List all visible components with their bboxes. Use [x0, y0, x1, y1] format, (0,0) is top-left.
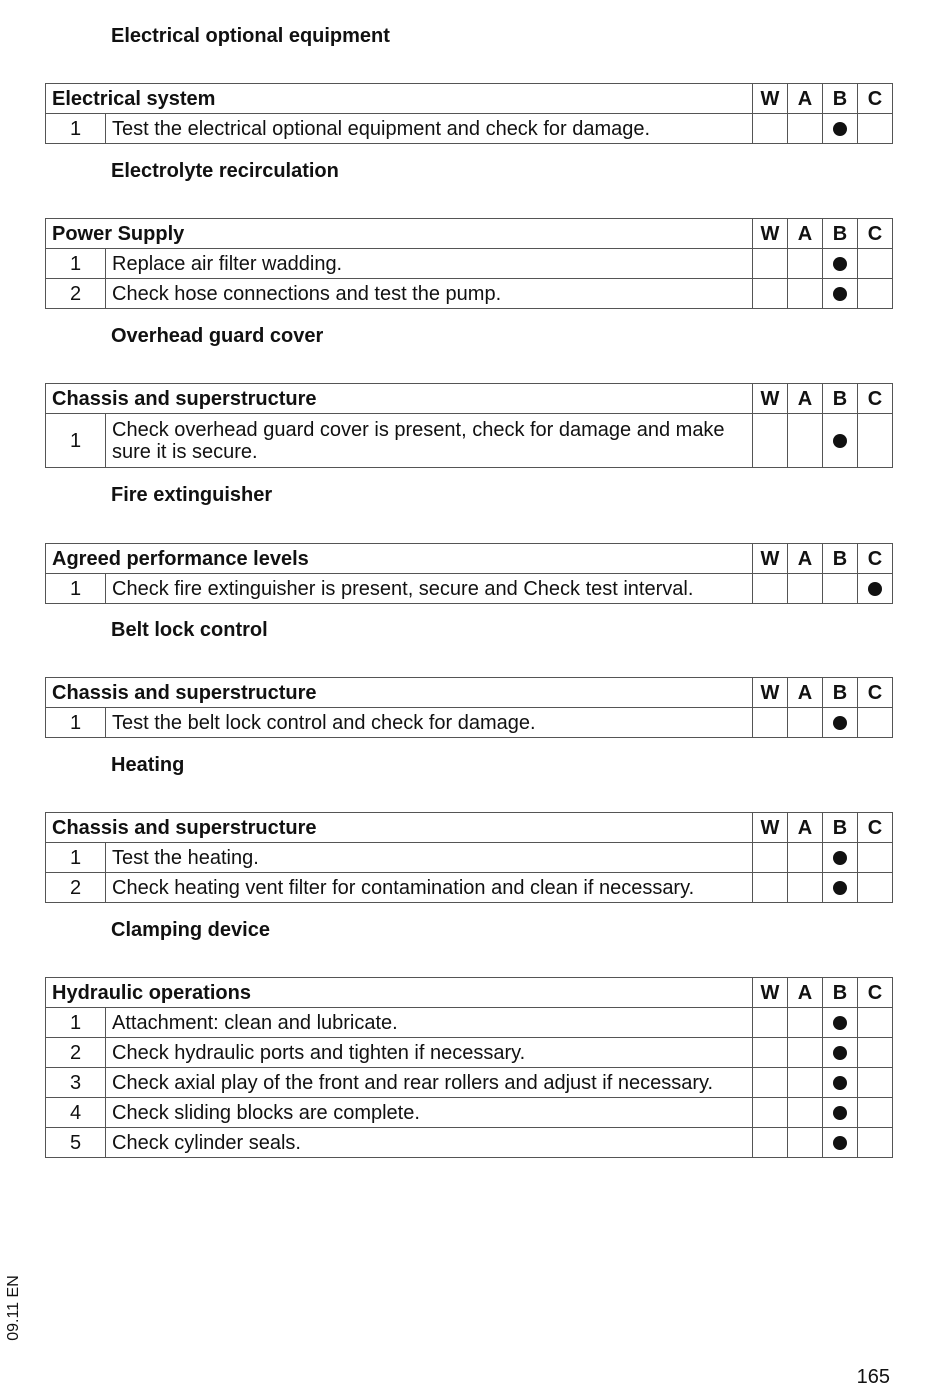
- table-row: [46, 414, 893, 468]
- interval-cell-c: [858, 279, 893, 309]
- table-header-row: [46, 978, 893, 1008]
- column-header-w: W: [753, 84, 788, 114]
- filled-dot-icon: [833, 122, 847, 136]
- interval-cell-b: [823, 114, 858, 144]
- table-row: [46, 843, 893, 873]
- table-row: [46, 574, 893, 604]
- interval-cell-a: [788, 279, 823, 309]
- table-header-row: [46, 813, 893, 843]
- interval-cell-c: [858, 708, 893, 738]
- table-row: [46, 1098, 893, 1128]
- maintenance-table: [45, 677, 893, 738]
- maintenance-table: [45, 812, 893, 903]
- interval-cell-b: [823, 279, 858, 309]
- interval-cell-w: [753, 1098, 788, 1128]
- task-description: Test the electrical optional equipment and check for damage.: [106, 114, 753, 144]
- row-number: 5: [46, 1128, 106, 1158]
- table-row: [46, 1008, 893, 1038]
- filled-dot-icon: [833, 1016, 847, 1030]
- row-number: 1: [46, 114, 106, 144]
- column-header-c: C: [858, 84, 893, 114]
- row-number: 2: [46, 1038, 106, 1068]
- row-number: 1: [46, 843, 106, 873]
- row-number: 1: [46, 574, 106, 604]
- interval-cell-w: [753, 114, 788, 144]
- table-row: [46, 279, 893, 309]
- interval-cell-b: [823, 1008, 858, 1038]
- column-header-w: W: [753, 678, 788, 708]
- column-header-b: B: [823, 384, 858, 414]
- task-description: Test the heating.: [106, 843, 753, 873]
- table-row: [46, 249, 893, 279]
- interval-cell-w: [753, 249, 788, 279]
- column-header-a: A: [788, 544, 823, 574]
- task-description: Attachment: clean and lubricate.: [106, 1008, 753, 1038]
- task-description: Check cylinder seals.: [106, 1128, 753, 1158]
- row-number: 1: [46, 708, 106, 738]
- interval-cell-a: [788, 114, 823, 144]
- table-header-row: [46, 544, 893, 574]
- filled-dot-icon: [833, 257, 847, 271]
- maintenance-table: [45, 543, 893, 604]
- filled-dot-icon: [833, 851, 847, 865]
- interval-cell-w: [753, 1068, 788, 1098]
- task-description: Replace air filter wadding.: [106, 249, 753, 279]
- column-header-w: W: [753, 384, 788, 414]
- table-row: [46, 1038, 893, 1068]
- table-row: [46, 708, 893, 738]
- interval-cell-c: [858, 873, 893, 903]
- interval-cell-w: [753, 414, 788, 468]
- column-header-c: C: [858, 219, 893, 249]
- column-header-a: A: [788, 219, 823, 249]
- interval-cell-w: [753, 1128, 788, 1158]
- row-number: 2: [46, 279, 106, 309]
- group-label: Hydraulic operations: [46, 978, 753, 1008]
- section-title: Electrolyte recirculation: [111, 160, 339, 182]
- column-header-c: C: [858, 544, 893, 574]
- maintenance-table: [45, 218, 893, 309]
- maintenance-table: [45, 83, 893, 144]
- column-header-a: A: [788, 384, 823, 414]
- column-header-a: A: [788, 978, 823, 1008]
- filled-dot-icon: [833, 1046, 847, 1060]
- column-header-c: C: [858, 813, 893, 843]
- column-header-a: A: [788, 84, 823, 114]
- filled-dot-icon: [833, 881, 847, 895]
- section-title: Belt lock control: [111, 619, 268, 641]
- interval-cell-b: [823, 1128, 858, 1158]
- interval-cell-w: [753, 279, 788, 309]
- column-header-b: B: [823, 813, 858, 843]
- task-description: Check axial play of the front and rear rollers and adjust if necessary.: [106, 1068, 753, 1098]
- document-version-text: 09.11 EN: [5, 1275, 22, 1341]
- section-title: Overhead guard cover: [111, 325, 324, 347]
- interval-cell-b: [823, 414, 858, 468]
- task-description: Check hose connections and test the pump.: [106, 279, 753, 309]
- interval-cell-c: [858, 843, 893, 873]
- task-description: Check fire extinguisher is present, secure and Check test interval.: [106, 574, 753, 604]
- interval-cell-b: [823, 1038, 858, 1068]
- interval-cell-c: [858, 114, 893, 144]
- column-header-a: A: [788, 813, 823, 843]
- interval-cell-b: [823, 843, 858, 873]
- maintenance-table: [45, 977, 893, 1158]
- group-label: Electrical system: [46, 84, 753, 114]
- interval-cell-w: [753, 843, 788, 873]
- row-number: 1: [46, 249, 106, 279]
- column-header-w: W: [753, 978, 788, 1008]
- group-label: Agreed performance levels: [46, 544, 753, 574]
- task-description: Check heating vent filter for contamination and clean if necessary.: [106, 873, 753, 903]
- interval-cell-a: [788, 1038, 823, 1068]
- filled-dot-icon: [833, 1106, 847, 1120]
- filled-dot-icon: [833, 434, 847, 448]
- task-description: Check overhead guard cover is present, check for damage and make sure it is secure.: [106, 414, 753, 468]
- column-header-w: W: [753, 544, 788, 574]
- maintenance-table: [45, 383, 893, 468]
- column-header-b: B: [823, 978, 858, 1008]
- interval-cell-w: [753, 1008, 788, 1038]
- table-header-row: [46, 219, 893, 249]
- interval-cell-a: [788, 1068, 823, 1098]
- interval-cell-a: [788, 1128, 823, 1158]
- interval-cell-a: [788, 249, 823, 279]
- row-number: 3: [46, 1068, 106, 1098]
- filled-dot-icon: [833, 1076, 847, 1090]
- table-row: [46, 873, 893, 903]
- interval-cell-a: [788, 873, 823, 903]
- filled-dot-icon: [833, 716, 847, 730]
- group-label: Power Supply: [46, 219, 753, 249]
- table-header-row: [46, 678, 893, 708]
- filled-dot-icon: [833, 1136, 847, 1150]
- interval-cell-w: [753, 873, 788, 903]
- column-header-c: C: [858, 978, 893, 1008]
- interval-cell-a: [788, 414, 823, 468]
- interval-cell-c: [858, 1068, 893, 1098]
- task-description: Check sliding blocks are complete.: [106, 1098, 753, 1128]
- interval-cell-b: [823, 249, 858, 279]
- interval-cell-b: [823, 574, 858, 604]
- column-header-c: C: [858, 678, 893, 708]
- interval-cell-a: [788, 1098, 823, 1128]
- section-title: Fire extinguisher: [111, 484, 273, 506]
- column-header-c: C: [858, 384, 893, 414]
- column-header-a: A: [788, 678, 823, 708]
- table-header-row: [46, 84, 893, 114]
- interval-cell-a: [788, 1008, 823, 1038]
- section-title: Clamping device: [111, 919, 270, 941]
- interval-cell-w: [753, 708, 788, 738]
- interval-cell-c: [858, 1098, 893, 1128]
- interval-cell-a: [788, 708, 823, 738]
- column-header-w: W: [753, 219, 788, 249]
- row-number: 1: [46, 1008, 106, 1038]
- task-description: Test the belt lock control and check for damage.: [106, 708, 753, 738]
- interval-cell-w: [753, 1038, 788, 1068]
- interval-cell-b: [823, 708, 858, 738]
- table-header-row: [46, 384, 893, 414]
- column-header-w: W: [753, 813, 788, 843]
- group-label: Chassis and superstructure: [46, 678, 753, 708]
- column-header-b: B: [823, 678, 858, 708]
- interval-cell-b: [823, 873, 858, 903]
- row-number: 1: [46, 414, 106, 468]
- document-version: [3, 1270, 25, 1346]
- column-header-b: B: [823, 219, 858, 249]
- interval-cell-c: [858, 1128, 893, 1158]
- row-number: 2: [46, 873, 106, 903]
- section-title: Heating: [111, 754, 185, 776]
- filled-dot-icon: [868, 582, 882, 596]
- interval-cell-a: [788, 574, 823, 604]
- column-header-b: B: [823, 84, 858, 114]
- interval-cell-w: [753, 574, 788, 604]
- page-number: 165: [856, 1366, 890, 1388]
- interval-cell-c: [858, 414, 893, 468]
- interval-cell-c: [858, 1038, 893, 1068]
- table-row: [46, 1068, 893, 1098]
- interval-cell-c: [858, 574, 893, 604]
- interval-cell-b: [823, 1098, 858, 1128]
- filled-dot-icon: [833, 287, 847, 301]
- group-label: Chassis and superstructure: [46, 384, 753, 414]
- task-description: Check hydraulic ports and tighten if necessary.: [106, 1038, 753, 1068]
- column-header-b: B: [823, 544, 858, 574]
- table-row: [46, 1128, 893, 1158]
- interval-cell-b: [823, 1068, 858, 1098]
- section-title: Electrical optional equipment: [111, 25, 390, 47]
- interval-cell-a: [788, 843, 823, 873]
- table-row: [46, 114, 893, 144]
- interval-cell-c: [858, 1008, 893, 1038]
- group-label: Chassis and superstructure: [46, 813, 753, 843]
- interval-cell-c: [858, 249, 893, 279]
- row-number: 4: [46, 1098, 106, 1128]
